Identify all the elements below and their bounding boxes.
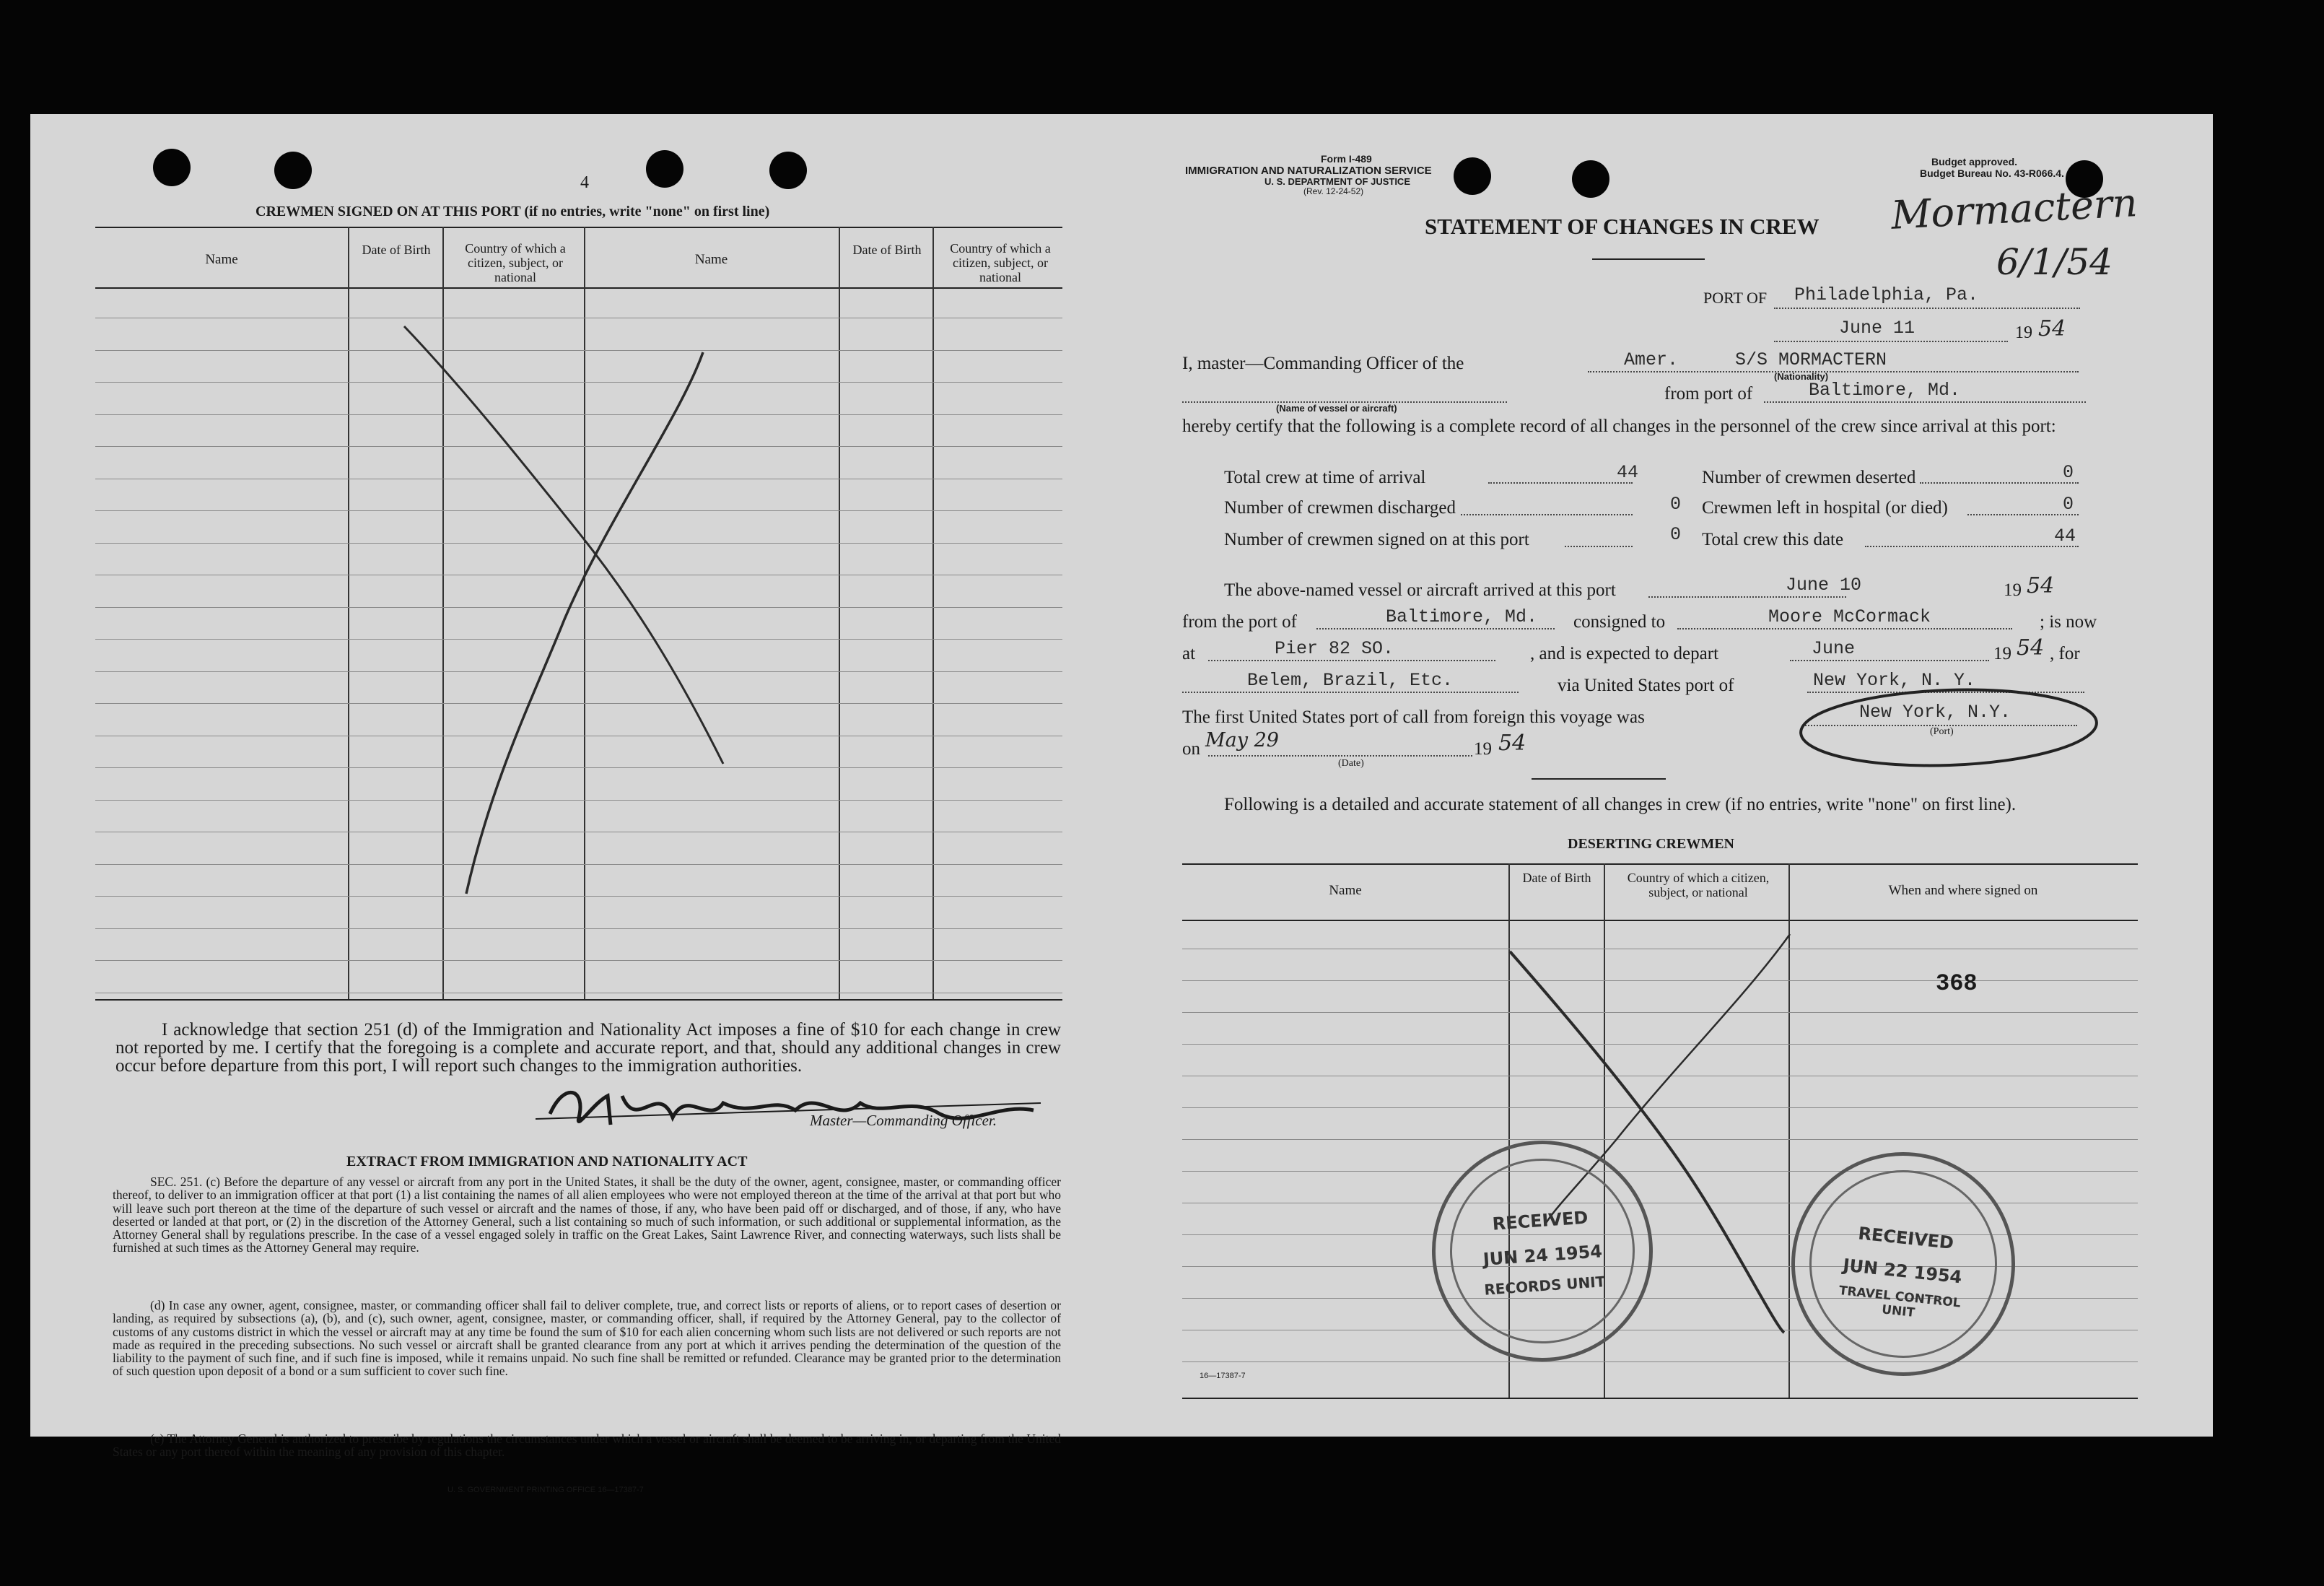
- via-label: via United States port of: [1558, 676, 1734, 695]
- handwritten-ship-name: Mormactern: [1890, 180, 2139, 238]
- count-label-discharged: Number of crewmen discharged: [1224, 498, 1456, 518]
- stamp-received-text: RECEIVED: [1491, 1207, 1589, 1234]
- port-label: PORT OF: [1703, 289, 1768, 307]
- stamp-unit: RECORDS UNIT: [1483, 1273, 1607, 1299]
- arrived-text: The above-named vessel or aircraft arrived at this port: [1224, 580, 1616, 600]
- consigned-label: consigned to: [1573, 612, 1666, 632]
- control-number: 368: [1936, 970, 1978, 997]
- col-country-2: Country of which a citizen, subject, or national: [950, 241, 1051, 284]
- count-label-hospital: Crewmen left in hospital (or died): [1702, 498, 1948, 518]
- first-port-text: The first United States port of call from foreign this voyage was: [1182, 707, 1645, 727]
- signature-caption: Master—Commanding Officer.: [810, 1112, 997, 1129]
- form-title: STATEMENT OF CHANGES IN CREW: [1425, 214, 1820, 239]
- depart-year: 54: [2017, 635, 2045, 661]
- on-value: May 29: [1205, 729, 1279, 751]
- desert-col-dob: Date of Birth: [1522, 871, 1591, 885]
- col-country: Country of which a citizen, subject, or national: [465, 241, 566, 284]
- on-label: on: [1182, 739, 1200, 759]
- deserting-title: DESERTING CREWMEN: [1568, 836, 1734, 852]
- nationality-value: Amer.: [1624, 349, 1679, 370]
- at-value: Pier 82 SO.: [1275, 638, 1394, 659]
- date-year: 54: [2038, 316, 2066, 341]
- on-year-prefix: 19: [1474, 739, 1492, 759]
- col-name-2: Name: [694, 252, 728, 267]
- crew-signed-on-title: CREWMEN SIGNED ON AT THIS PORT (if no entries, write "none" on first line): [255, 204, 770, 219]
- at-label: at: [1182, 644, 1196, 663]
- arrived-year: 54: [2027, 573, 2055, 598]
- arrived-year-prefix: 19: [2004, 580, 2022, 600]
- extract-title: EXTRACT FROM IMMIGRATION AND NATIONALITY ACT: [346, 1154, 748, 1169]
- right-page: [1111, 114, 2213, 1437]
- via-value: New York, N. Y.: [1813, 670, 1976, 691]
- for-label: , for: [2050, 644, 2080, 663]
- agency-line-1: IMMIGRATION AND NATURALIZATION SERVICE: [1185, 165, 1432, 177]
- form-number: Form I-489: [1321, 153, 1372, 165]
- signature-text: [781, 1086, 792, 1087]
- count-value-arrival: 44: [1617, 462, 1639, 483]
- vessel-value: S/S MORMACTERN: [1735, 349, 1887, 370]
- certify-text: hereby certify that the following is a complete record of all changes in the personnel of the crew since arrival at this port:: [1182, 417, 2056, 436]
- left-page: [30, 114, 1111, 1494]
- desert-col-name: Name: [1329, 883, 1362, 898]
- from-port-label: from port of: [1664, 384, 1753, 404]
- col-name: Name: [205, 252, 238, 267]
- section-251-c: SEC. 251. (c) Before the departure of any vessel or aircraft from any port in the United States, it shall be the duty of the owner, agent, consignee, master, or commanding officer thereof, to deliver to an immigration officer at that port (1) a list containing the names of all alien employees who were not employed thereon at the time of the arrival at that port but who will leave such port thereon at the time of the departure of such vessel or aircraft and the names of those, if any, who have been paid off or discharged, and of those, if any, who have deserted or landed at that port, or (2) in the discretion of the Attorney General, such a list containing so much of such information, or such additional or supplemental information, as the Attorney General shall by regulations prescribe. In the case of a vessel engaged solely in traffic on the Great Lakes, Saint Lawrence River, and connecting waterways, such lists shall be furnished at such times as the Attorney General may require.: [113, 1175, 1061, 1255]
- destination-value: Belem, Brazil, Etc.: [1247, 670, 1454, 691]
- count-value-deserted: 0: [2063, 462, 2074, 483]
- first-port-value: New York, N.Y.: [1859, 702, 2011, 723]
- section-251-e: (e) The Attorney General is authorized to prescribe by regulations the circumstances under which a vessel or aircraft shall be deemed to be arriving in, or departing from the United States or any port thereof within the meaning of any provision of this chapter.: [113, 1432, 1061, 1460]
- count-value-discharged: 0: [1670, 494, 1682, 515]
- agency-line-3: (Rev. 12-24-52): [1303, 186, 1364, 196]
- count-label-signed-on: Number of crewmen signed on at this port: [1224, 530, 1529, 549]
- from-port-value: Baltimore, Md.: [1809, 380, 1961, 401]
- desert-col-country: Country of which a citizen, subject, or national: [1627, 871, 1770, 899]
- following-text: Following is a detailed and accurate statement of all changes in crew (if no entries, write "none" on first line).: [1224, 795, 2017, 814]
- arrived-from-value: Baltimore, Md.: [1386, 606, 1538, 627]
- agency-line-2: U. S. DEPARTMENT OF JUSTICE: [1264, 176, 1410, 187]
- count-value-signed-on: 0: [1670, 524, 1682, 545]
- stamp-received-text: RECEIVED: [1857, 1223, 1955, 1254]
- date-value: June 11: [1839, 318, 1915, 339]
- desert-col-signed-on: When and where signed on: [1888, 883, 2038, 898]
- acknowledgement-text: I acknowledge that section 251 (d) of the Immigration and Nationality Act imposes a fine of $10 for each change in crew not reported by me. I certify that the foregoing is a complete and accurate report, and that, should any additional changes in crew occur before departure from this port, I will report such changes to the immigration authorities.: [115, 1020, 1061, 1076]
- count-label-arrival: Total crew at time of arrival: [1224, 468, 1426, 487]
- year-prefix: 19: [2015, 323, 2032, 342]
- col-dob: Date of Birth: [362, 243, 431, 257]
- master-text: I, master—Commanding Officer of the: [1182, 354, 1464, 373]
- handwritten-date: 6/1/54: [1996, 241, 2113, 283]
- page-number: 4: [580, 173, 589, 192]
- arrived-value: June 10: [1786, 575, 1862, 596]
- port-caption: (Port): [1930, 726, 1954, 737]
- stamp-unit: TRAVEL CONTROL UNIT: [1838, 1283, 1962, 1320]
- port-value: Philadelphia, Pa.: [1794, 284, 1979, 305]
- consigned-value: Moore McCormack: [1768, 606, 1931, 627]
- void-x-mark: [30, 114, 1111, 1053]
- depart-label: , and is expected to depart: [1530, 644, 1719, 663]
- count-label-total: Total crew this date: [1702, 530, 1844, 549]
- is-now-label: ; is now: [2040, 612, 2097, 632]
- section-251-d: (d) In case any owner, agent, consignee, master, or commanding officer shall fail to deliver complete, true, and correct lists or reports of aliens, or to report cases of desertion or landing, as required by subsections (a), (b), and (c), such owner, agent, consignee, master, or commanding officer, shall, if required by the Attorney General, pay to the collector of customs of any customs district in which the vessel or aircraft may at any time be found the sum of $10 for each alien concerning whom such lists are not delivered or such reports are not made as required in the preceding subsections. No such vessel or aircraft shall be granted clearance from any port at which it arrives pending the determination of the question of the liability to the payment of such fine, and if such fine is imposed, while it remains unpaid. No such fine shall be remitted or refunded. Clearance may be granted prior to the determination of such question upon deposit of a bond or a sum sufficient to cover such fine.: [113, 1298, 1061, 1379]
- vessel-caption: (Name of vessel or aircraft): [1276, 403, 1397, 414]
- printer-line: U. S. GOVERNMENT PRINTING OFFICE 16—17387-7: [447, 1486, 644, 1494]
- on-date-caption: (Date): [1338, 758, 1364, 769]
- depart-year-prefix: 19: [1993, 644, 2011, 663]
- depart-value: June: [1812, 638, 1856, 659]
- stamp-date: JUN 22 1954: [1842, 1255, 1963, 1288]
- count-value-total: 44: [2054, 526, 2076, 546]
- nationality-caption: (Nationality): [1774, 371, 1829, 382]
- void-x-mark: [1111, 114, 2213, 1437]
- approval-line-1: Budget approved.: [1931, 156, 2018, 167]
- stamp-date: JUN 24 1954: [1482, 1241, 1603, 1270]
- approval-line-2: Budget Bureau No. 43-R066.4.: [1920, 167, 2064, 179]
- count-label-deserted: Number of crewmen deserted: [1702, 468, 1916, 487]
- count-value-hospital: 0: [2063, 494, 2074, 515]
- from-the-port-label: from the port of: [1182, 612, 1297, 632]
- col-dob-2: Date of Birth: [852, 243, 922, 257]
- form-code: 16—17387-7: [1200, 1372, 1246, 1380]
- on-year: 54: [1498, 731, 1526, 756]
